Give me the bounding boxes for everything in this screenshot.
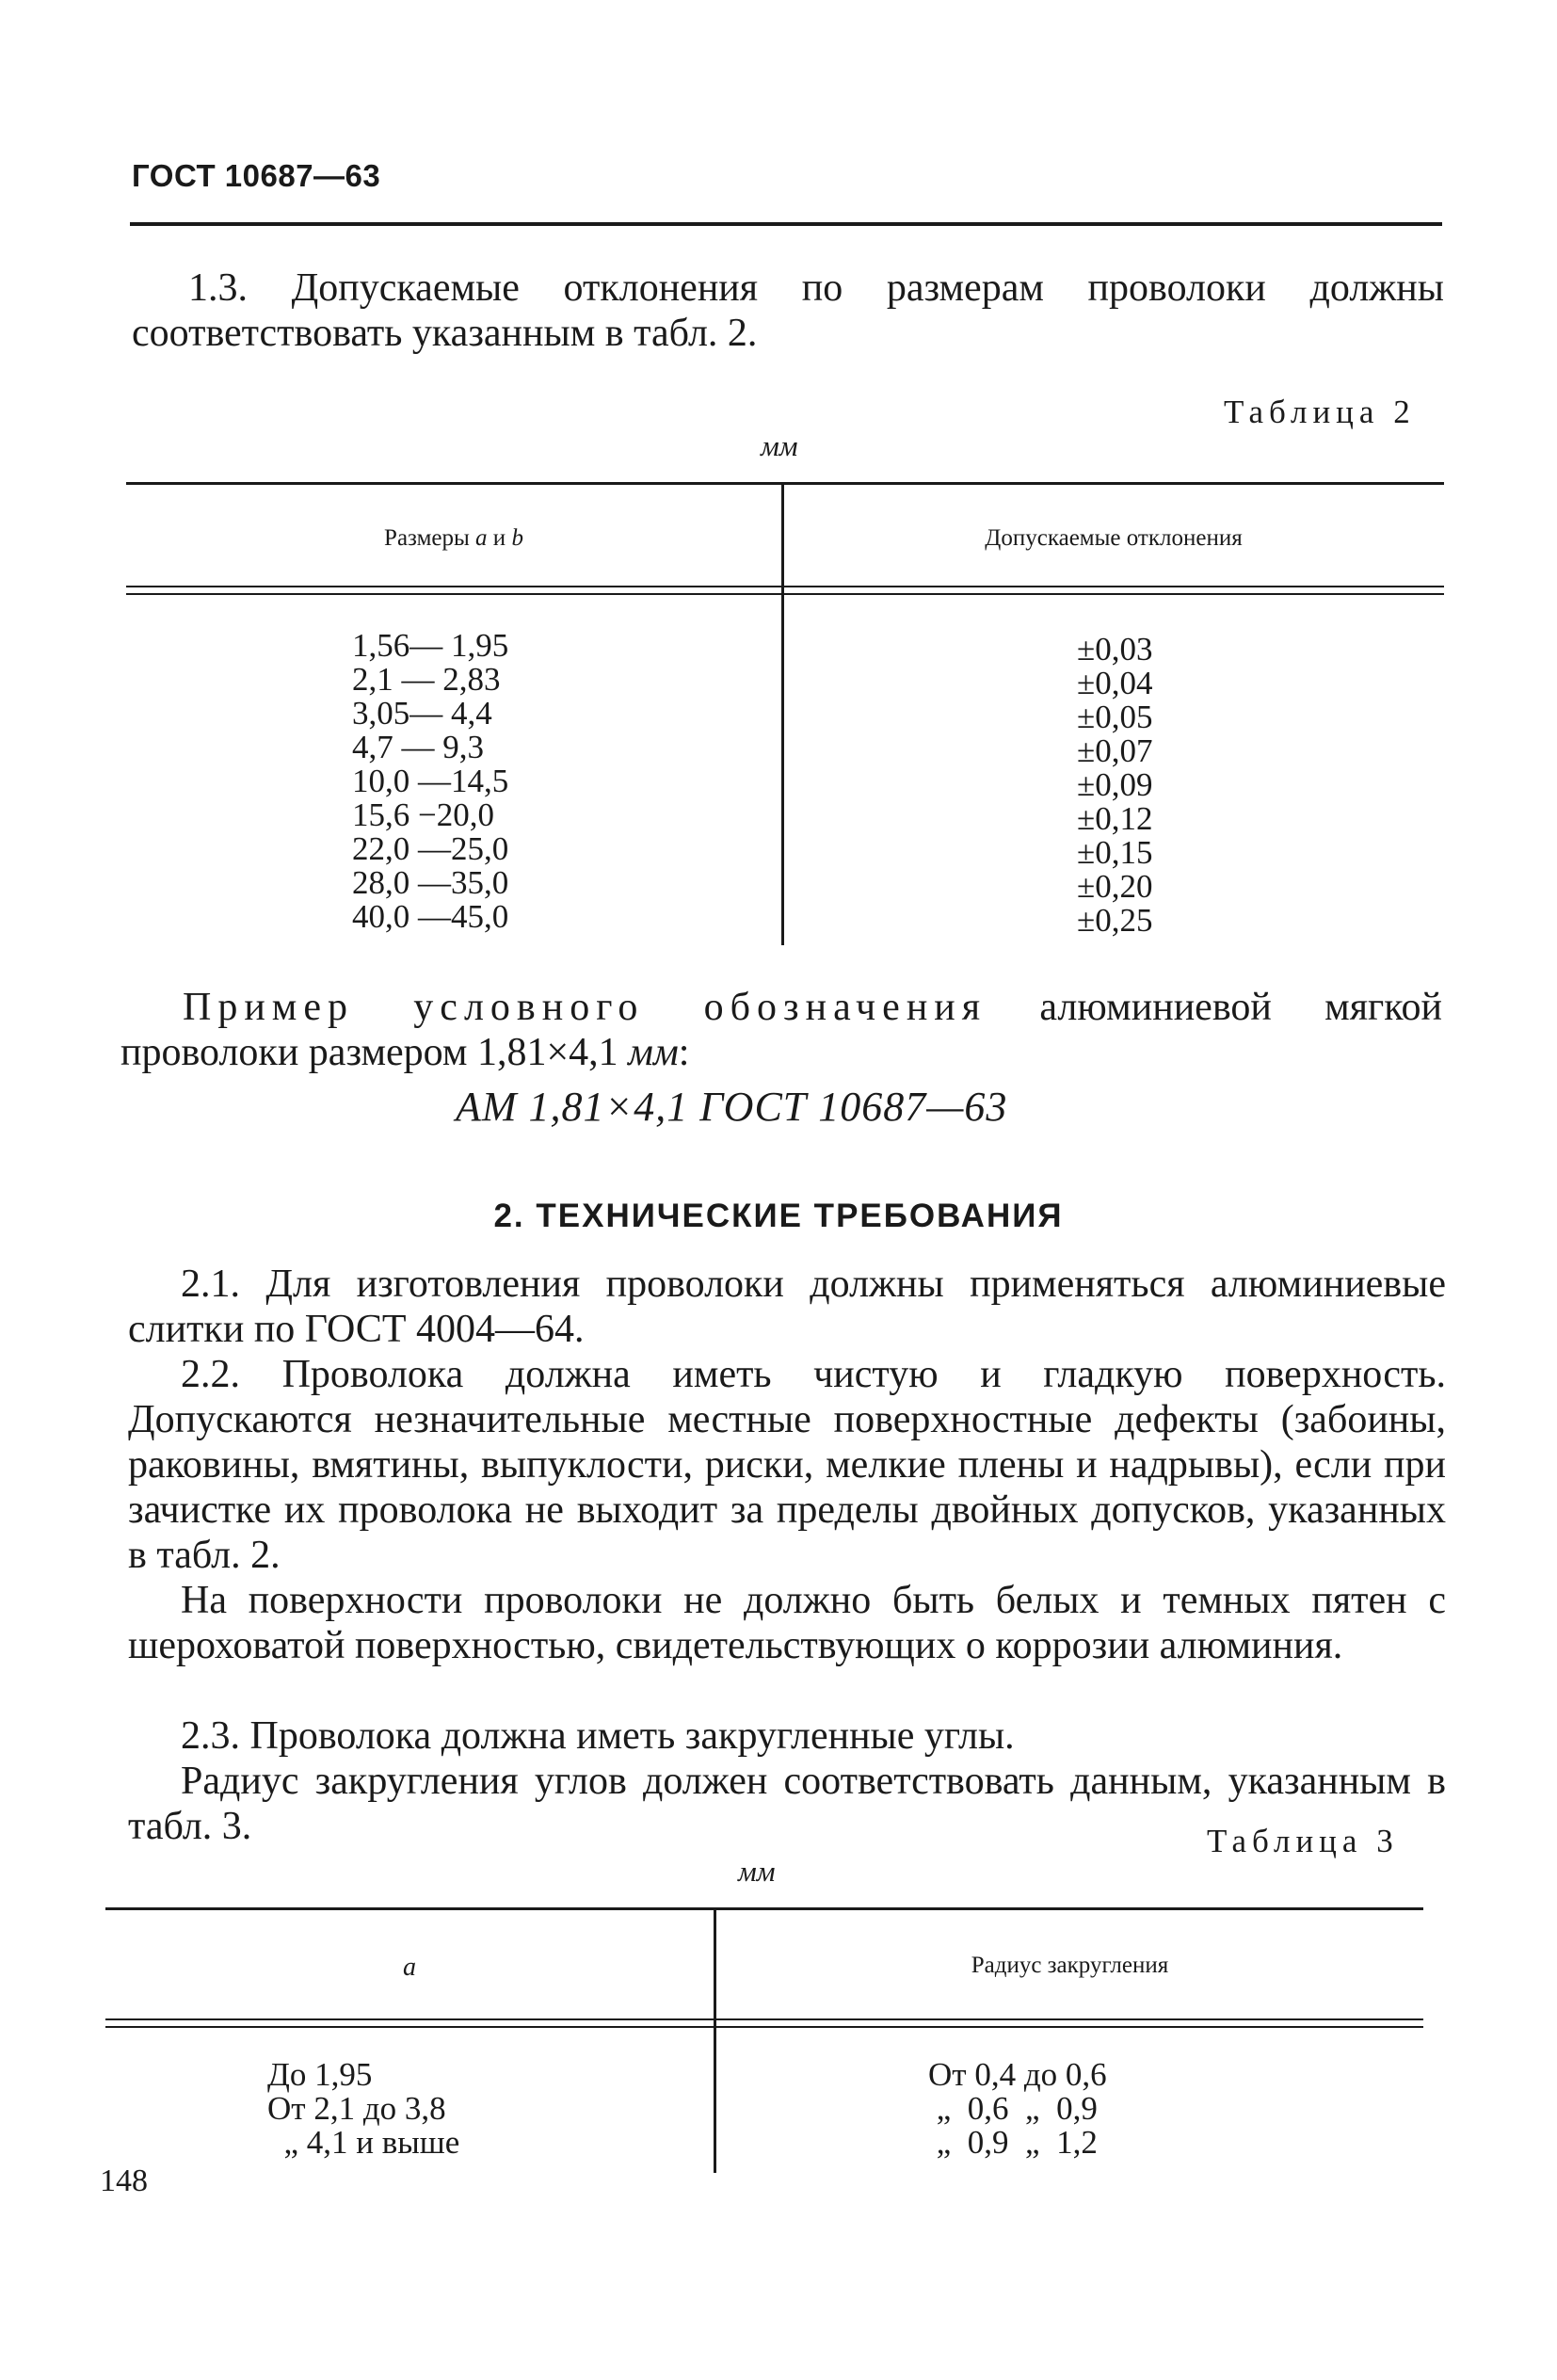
- paragraph-2-2-continued: На поверхности проволоки не должно быть белых и темных пятен с шероховатой поверхностью, свидетельствующих о коррозии алюминия.: [128, 1579, 1446, 1667]
- table2-tolerance-cell: ±0,04: [1077, 665, 1153, 701]
- table2-unit: мм: [761, 429, 798, 462]
- table3-radius-column: [928, 2058, 1107, 2160]
- document-header: ГОСТ 10687—63: [132, 158, 381, 193]
- page-number: 148: [100, 2163, 148, 2198]
- paragraph-2-2: 2.2. Проволока должна иметь чистую и гладкую поверхность. Допускаются незначительные местные поверхностные дефекты (забоины, раковины, вмятины, выпуклости, риски, мелкие плены и надрывы), если при зачистке их проволока не выходит за пределы двойных допусков, указанных в табл. 2.: [128, 1353, 1446, 1577]
- table3-radius-cell: От 0,4 до 0,6: [928, 2056, 1107, 2093]
- table3-col1-header: a: [403, 1953, 416, 1982]
- table3-col2-header: Радиус закругления: [971, 1953, 1169, 1978]
- table3-size-cell: До 1,95: [267, 2056, 373, 2093]
- table2-size-cell: 28,0 —35,0: [352, 864, 509, 901]
- table2-label: Таблица 2: [1224, 394, 1416, 430]
- table2-tolerance-cell: ±0,12: [1077, 800, 1153, 837]
- table2-tolerance-cell: ±0,20: [1077, 868, 1153, 905]
- table3-size-column: [267, 2058, 459, 2160]
- table2-header-rule-1: [126, 586, 1444, 587]
- section-title: 2. ТЕХНИЧЕСКИЕ ТРЕБОВАНИЯ: [493, 1198, 1064, 1234]
- table2-size-cell: 1,56— 1,95: [352, 627, 509, 664]
- table3-top-rule: [105, 1907, 1423, 1910]
- table2-size-cell: 22,0 —25,0: [352, 830, 509, 867]
- paragraph-2-3-continued: Радиус закругления углов должен соответствовать данным, указанным в табл. 3.: [128, 1760, 1446, 1848]
- table3-unit: мм: [738, 1855, 776, 1888]
- table2-top-rule: [126, 482, 1444, 485]
- table3-radius-cell: „ 0,6 „ 0,9: [928, 2090, 1098, 2127]
- table2-header-rule-2: [126, 593, 1444, 595]
- table3-header-rule-1: [105, 2018, 1423, 2020]
- table2-tolerance-cell: ±0,07: [1077, 732, 1153, 769]
- table3-size-cell: „ 4,1 и выше: [267, 2124, 460, 2161]
- table2-column-divider: [781, 484, 784, 945]
- table2-tolerance-cell: ±0,05: [1077, 699, 1153, 735]
- table2-col1-header: Размеры а и b: [384, 525, 523, 551]
- table2-col2-header: Допускаемые отклонения: [985, 525, 1243, 551]
- table2-size-cell: 3,05— 4,4: [352, 695, 492, 732]
- table2-tolerance-cell: ±0,09: [1077, 766, 1153, 803]
- table2-size-cell: 40,0 —45,0: [352, 898, 509, 935]
- table2-tolerance-cell: ±0,15: [1077, 834, 1153, 871]
- table2-tolerance-column: [1077, 633, 1152, 938]
- table3-radius-cell: „ 0,9 „ 1,2: [928, 2124, 1098, 2161]
- table2-size-cell: 2,1 — 2,83: [352, 661, 501, 698]
- table2-size-cell: 10,0 —14,5: [352, 763, 509, 799]
- example-spaced-lead: Пример условного обозначения: [183, 986, 987, 1029]
- paragraph-1-3: 1.3. Допускаемые отклонения по размерам проволоки должны соответствовать указанным в табл. 2.: [132, 266, 1444, 355]
- paragraph-2-3: 2.3. Проволока должна иметь закругленные углы.: [181, 1714, 1015, 1758]
- table3-size-cell: От 2,1 до 3,8: [267, 2090, 446, 2127]
- header-rule: [130, 222, 1442, 226]
- table2-size-cell: 4,7 — 9,3: [352, 729, 484, 765]
- table2-sizes-column: [352, 629, 508, 934]
- table3-column-divider: [714, 1909, 716, 2173]
- table2-size-cell: 15,6 −20,0: [352, 796, 494, 833]
- example-paragraph: Пример условного обозначения алюминиевой мягкой проволоки размером 1,81×4,1 мм:: [120, 986, 1442, 1074]
- table3-label: Таблица 3: [1207, 1823, 1399, 1859]
- table2-tolerance-cell: ±0,03: [1077, 631, 1153, 667]
- table3-header-rule-2: [105, 2026, 1423, 2028]
- example-designation: АМ 1,81×4,1 ГОСТ 10687—63: [456, 1084, 1008, 1130]
- table2-tolerance-cell: ±0,25: [1077, 902, 1153, 939]
- paragraph-2-1: 2.1. Для изготовления проволоки должны применяться алюминиевые слитки по ГОСТ 4004—64.: [128, 1262, 1446, 1351]
